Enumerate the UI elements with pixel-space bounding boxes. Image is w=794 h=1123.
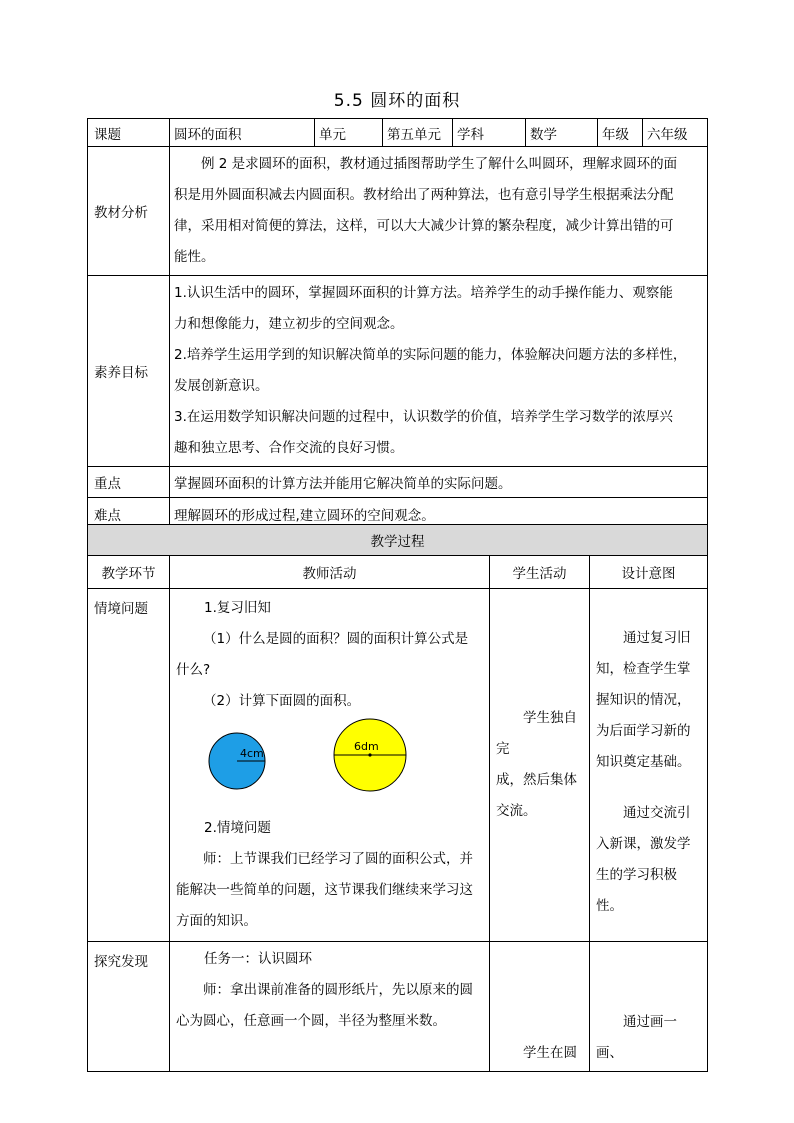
process-header-row <box>88 525 708 556</box>
student-line: 学生在圆 <box>523 1045 577 1061</box>
goals-label: 素养目标 <box>88 276 170 467</box>
col-student: 学生活动 <box>490 556 590 589</box>
col-intent: 设计意图 <box>590 556 708 589</box>
unit-label: 单元 <box>315 119 383 147</box>
process-row-explore <box>88 942 708 1072</box>
topic-value: 圆环的面积 <box>170 119 315 147</box>
difficulty-label: 难点 <box>88 498 170 531</box>
goals-line: 发展创新意识。 <box>174 378 269 394</box>
lesson-info-table <box>87 118 708 531</box>
key-point-value: 掌握圆环面积的计算方法并能用它解决简单的实际问题。 <box>170 467 708 498</box>
student-line: 成，然后集体 <box>496 772 577 788</box>
teacher-activity-1 <box>170 589 490 942</box>
topic-label: 课题 <box>88 119 170 147</box>
circle-figures-svg <box>176 717 476 813</box>
student-activity-1 <box>490 589 590 942</box>
intent-line: 知，检查学生掌 <box>596 661 691 677</box>
teacher-line: 任务一：认识圆环 <box>204 951 312 967</box>
goals-line: 2.培养学生运用学到的知识解决简单的实际问题的能力，体验解决问题方法的多样性， <box>174 347 687 363</box>
process-table <box>87 524 708 1072</box>
unit-value: 第五单元 <box>383 119 453 147</box>
goals-text <box>170 276 708 467</box>
process-header: 教学过程 <box>88 525 708 556</box>
intent-line: 入新课，激发学 <box>596 836 691 852</box>
teacher-line: 1.复习旧知 <box>204 600 271 616</box>
subject-value: 数学 <box>526 119 598 147</box>
analysis-text <box>170 147 708 276</box>
student-line: 学生独自完 <box>496 710 577 757</box>
page-title: 5.5 圆环的面积 <box>333 91 461 111</box>
col-stage: 教学环节 <box>88 556 170 589</box>
grade-value: 六年级 <box>643 119 708 147</box>
intent-line: 知识奠定基础。 <box>596 754 691 770</box>
analysis-line: 积是用外圆面积减去内圆面积。教材给出了两种算法，也有意引导学生根据乘法分配 <box>174 187 674 203</box>
design-intent-2 <box>590 942 708 1072</box>
teacher-line: （1）什么是圆的面积？圆的面积计算公式是 <box>203 631 469 647</box>
teacher-line: 师：上节课我们已经学习了圆的面积公式，并 <box>203 851 473 867</box>
goals-line: 趣和独立思考、合作交流的良好习惯。 <box>174 440 404 456</box>
intent-line: 生的学习积极性。 <box>596 867 677 914</box>
analysis-line: 能性。 <box>174 249 215 265</box>
analysis-line: 例 2 是求圆环的面积，教材通过插图帮助学生了解什么叫圆环，理解求圆环的面 <box>174 156 678 172</box>
teacher-line: 能解决一些简单的问题，这节课我们继续来学习这 <box>176 882 473 898</box>
stage-explore: 探究发现 <box>88 942 170 1072</box>
key-point-row <box>88 467 708 498</box>
design-intent-1 <box>590 589 708 942</box>
circle-6dm-label: 6dm <box>354 740 379 753</box>
process-columns-row <box>88 556 708 589</box>
process-row-situation <box>88 589 708 942</box>
goals-line: 1.认识生活中的圆环，掌握圆环面积的计算方法。培养学生的动手操作能力、观察能 <box>174 285 673 301</box>
circle-4cm-label: 4cm <box>240 747 264 760</box>
key-point-label: 重点 <box>88 467 170 498</box>
stage-situation: 情境问题 <box>88 589 170 942</box>
student-activity-2 <box>490 942 590 1072</box>
teacher-line: 什么? <box>176 662 211 678</box>
teacher-line: （2）计算下面圆的面积。 <box>203 693 361 709</box>
teacher-line: 师：拿出课前准备的圆形纸片，先以原来的圆 <box>203 982 473 998</box>
goals-line: 3.在运用数学知识解决问题的过程中，认识数学的价值，培养学生学习数学的浓厚兴 <box>174 409 673 425</box>
analysis-label: 教材分析 <box>88 147 170 276</box>
intent-line: 通过画一画、 <box>596 1014 677 1061</box>
analysis-row <box>88 147 708 276</box>
intent-line: 为后面学习新的 <box>596 723 691 739</box>
subject-label: 学科 <box>453 119 526 147</box>
info-row <box>88 119 708 147</box>
center-dot-6dm <box>368 753 371 756</box>
col-teacher: 教师活动 <box>170 556 490 589</box>
goals-row <box>88 276 708 467</box>
intent-line: 通过复习旧 <box>623 630 691 646</box>
intent-line: 通过交流引 <box>623 805 691 821</box>
circle-figures <box>176 717 483 813</box>
analysis-line: 律，采用相对简便的算法，这样，可以大大减少计算的繁杂程度，减少计算出错的可 <box>174 218 674 234</box>
teacher-line: 2.情境问题 <box>204 820 271 836</box>
teacher-line: 方面的知识。 <box>176 913 257 929</box>
student-line: 交流。 <box>496 803 537 819</box>
goals-line: 力和想像能力，建立初步的空间观念。 <box>174 316 404 332</box>
teacher-line: 心为圆心，任意画一个圆，半径为整厘米数。 <box>176 1013 446 1029</box>
difficulty-value: 理解圆环的形成过程,建立圆环的空间观念。 <box>170 498 708 531</box>
intent-line: 握知识的情况， <box>596 692 691 708</box>
grade-label: 年级 <box>598 119 643 147</box>
teacher-activity-2 <box>170 942 490 1072</box>
